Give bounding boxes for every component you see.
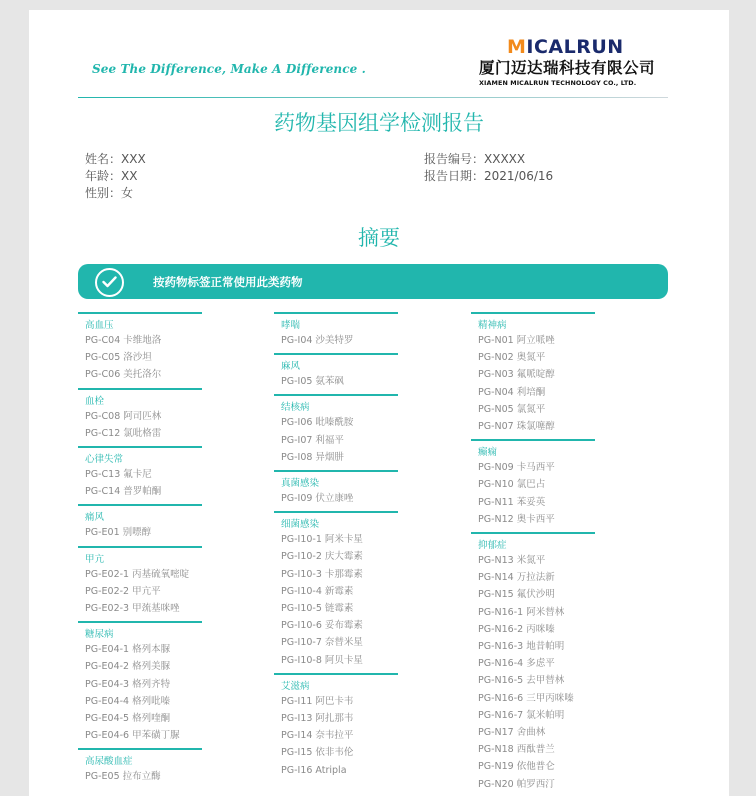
- drug-item: PG-C05 洛沙坦: [85, 352, 152, 364]
- drug-item: PG-I10-8 阿贝卡星: [281, 654, 363, 666]
- drug-item: PG-E05 拉布立酶: [85, 771, 161, 783]
- drug-item: PG-E02-2 甲亢平: [85, 585, 161, 597]
- drug-item: PG-C12 氯吡格雷: [85, 427, 162, 439]
- logo-company-en: XIAMEN MICALRUN TECHNOLOGY CO., LTD.: [479, 79, 637, 87]
- patient-age: 年龄：XX: [85, 169, 138, 183]
- drug-item: PG-N18 西酞普兰: [478, 744, 555, 756]
- drug-group: [471, 532, 595, 793]
- drug-item: PG-E04-3 格列齐特: [85, 678, 171, 690]
- drug-group-title: 抑郁症: [478, 540, 507, 552]
- drug-item: PG-E04-1 格列本脲: [85, 644, 171, 656]
- report-number: 报告编号：XXXXX: [424, 152, 526, 166]
- drug-item: PG-N16-4 多虑平: [478, 658, 555, 670]
- drug-item: PG-I05 氨苯砜: [281, 376, 344, 388]
- drug-item: PG-I07 利福平: [281, 434, 344, 446]
- slogan: See The Difference, Make A Difference .: [92, 62, 366, 76]
- drug-item: PG-I10-3 卡那霉素: [281, 568, 363, 580]
- drug-item: PG-I10-1 阿米卡星: [281, 534, 363, 546]
- drug-item: PG-E02-3 甲巯基咪唑: [85, 603, 180, 615]
- drug-group: [78, 621, 202, 744]
- drug-item: PG-N13 米氮平: [478, 555, 546, 567]
- drug-group: [471, 312, 595, 435]
- drug-group: [274, 511, 398, 669]
- drug-group: [274, 353, 398, 390]
- drug-column-1: [78, 312, 202, 790]
- banner-text: 按药物标签正常使用此类药物: [153, 275, 303, 289]
- drug-item: PG-E04-2 格列美脲: [85, 661, 171, 673]
- drug-item: PG-C04 卡维地洛: [85, 335, 162, 346]
- drug-group-title: 麻风: [281, 361, 301, 373]
- drug-item: PG-N16-6 三甲丙咪嗪: [478, 692, 574, 704]
- drug-item: PG-I15 依非韦伦: [281, 747, 354, 759]
- drug-item: PG-I10-4 新霉素: [281, 585, 354, 597]
- drug-item: PG-E04-6 甲苯磺丁脲: [85, 730, 180, 742]
- drug-item: PG-C06 美托洛尔: [85, 369, 162, 381]
- header-divider: [78, 97, 668, 98]
- report-date: 报告日期：2021/06/16: [424, 169, 554, 183]
- company-logo: [479, 36, 669, 88]
- drug-item: PG-N19 依他普仑: [478, 761, 555, 773]
- drug-group-title: 癫痫: [478, 447, 498, 459]
- drug-item: PG-I10-5 链霉素: [281, 603, 354, 615]
- drug-group-title: 心律失常: [85, 454, 124, 466]
- drug-group: [274, 312, 398, 349]
- drug-item: PG-N17 舍曲林: [478, 727, 546, 739]
- drug-item: PG-C08 阿司匹林: [85, 410, 162, 422]
- drug-group-title: 痛风: [85, 512, 105, 524]
- drug-item: PG-N20 帕罗西汀: [478, 778, 555, 790]
- drug-item: PG-N10 氯巴占: [478, 479, 546, 491]
- drug-item: PG-I06 吡嗪酰胺: [281, 417, 354, 429]
- drug-item: PG-E04-5 格列喹酮: [85, 713, 171, 725]
- drug-item: PG-N16-1 阿米替林: [478, 606, 565, 618]
- drug-group: [78, 546, 202, 618]
- drug-group-title: 甲亢: [85, 553, 105, 565]
- drug-item: PG-I10-6 妥布霉素: [281, 620, 363, 632]
- report-page: [29, 10, 729, 796]
- drug-group-title: 血栓: [85, 395, 105, 407]
- normal-use-banner: [78, 264, 668, 299]
- drug-item: PG-N16-5 去甲替林: [478, 675, 565, 687]
- drug-item: PG-I14 奈韦拉平: [281, 730, 354, 742]
- drug-group: [274, 470, 398, 507]
- drug-group-title: 细菌感染: [281, 519, 320, 531]
- drug-group-title: 高血压: [85, 320, 114, 331]
- patient-gender: 性别：女: [85, 186, 134, 200]
- drug-item: PG-N05 氯氮平: [478, 403, 546, 415]
- drug-column-2: [274, 312, 398, 783]
- drug-column-3: [471, 312, 595, 796]
- drug-group: [78, 446, 202, 500]
- drug-item: PG-N02 奥氮平: [478, 352, 546, 364]
- patient-name: 姓名：XXX: [85, 152, 146, 166]
- logo-company-cn: 厦门迈达瑞科技有限公司: [479, 59, 656, 77]
- drug-item: PG-I13 阿扎那韦: [281, 713, 354, 725]
- drug-group-title: 精神病: [478, 320, 507, 331]
- drug-item: PG-N16-3 地昔帕明: [478, 641, 565, 653]
- drug-item: PG-C13 氟卡尼: [85, 469, 152, 481]
- drug-item: PG-E04-4 格列吡嗪: [85, 695, 171, 707]
- drug-item: PG-N11 苯妥英: [478, 496, 546, 508]
- summary-title: 摘要: [358, 226, 400, 250]
- drug-item: PG-N03 氟哌啶醇: [478, 369, 555, 381]
- report-title: 药物基因组学检测报告: [274, 111, 484, 135]
- drug-item: PG-I11 阿巴卡韦: [281, 695, 354, 707]
- drug-group: [78, 388, 202, 442]
- drug-group: [78, 504, 202, 541]
- logo-brand: MICALRUN: [507, 36, 624, 58]
- drug-item: PG-I09 伏立康唑: [281, 493, 354, 505]
- drug-item: PG-C14 普罗帕酮: [85, 486, 162, 498]
- drug-item: PG-N16-7 氯米帕明: [478, 709, 565, 721]
- drug-item: PG-I10-7 奈替米星: [281, 637, 363, 649]
- drug-item: PG-I04 沙美特罗: [281, 335, 354, 346]
- drug-group-title: 结核病: [281, 402, 310, 414]
- drug-group-title: 哮喘: [281, 320, 301, 331]
- drug-item: PG-N15 氟伏沙明: [478, 589, 555, 601]
- drug-item: PG-E02-1 丙基硫氧嘧啶: [85, 568, 190, 580]
- drug-item: PG-I08 异烟肼: [281, 451, 344, 463]
- drug-item: PG-N14 万拉法新: [478, 572, 555, 584]
- drug-group: [471, 439, 595, 528]
- drug-item: PG-N01 阿立哌唑: [478, 335, 555, 346]
- drug-group: [78, 312, 202, 384]
- check-circle-icon: [95, 268, 124, 297]
- drug-item: PG-N09 卡马西平: [478, 462, 555, 474]
- drug-group: [274, 394, 398, 466]
- drug-item: PG-I16 Atripla: [281, 764, 347, 776]
- drug-item: PG-I10-2 庆大霉素: [281, 551, 363, 563]
- drug-item: PG-N07 珠氯噻醇: [478, 421, 555, 433]
- report-info: [424, 151, 553, 185]
- patient-info: [85, 151, 146, 202]
- drug-item: PG-N04 利培酮: [478, 386, 546, 398]
- drug-group-title: 艾滋病: [281, 680, 310, 692]
- drug-group-title: 高尿酸血症: [85, 756, 133, 768]
- drug-item: PG-E01 别嘌醇: [85, 527, 152, 539]
- drug-group: [274, 673, 398, 779]
- drug-group: [78, 748, 202, 785]
- drug-item: PG-N12 奥卡西平: [478, 513, 555, 525]
- drug-item: PG-N16-2 丙咪嗪: [478, 623, 555, 635]
- drug-group-title: 真菌感染: [281, 478, 320, 490]
- drug-group-title: 糖尿病: [85, 629, 114, 641]
